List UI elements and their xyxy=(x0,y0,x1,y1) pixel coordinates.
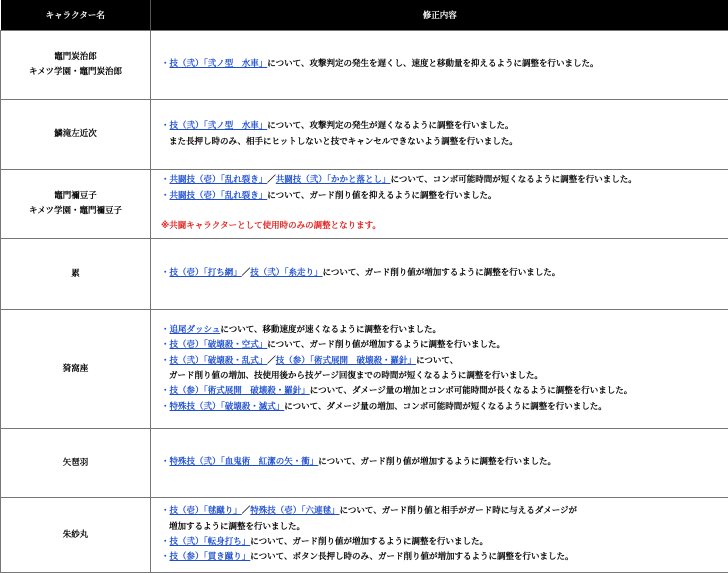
skill-link[interactable]: 技（弐）「弐ノ型 水車」 xyxy=(170,59,268,69)
change-line xyxy=(161,173,728,188)
bullet: ・ xyxy=(161,386,170,396)
bullet: ・ xyxy=(161,191,170,201)
character-name: 矢琶羽 xyxy=(1,456,150,471)
change-text: について、攻撃判定の発生を遅くし、速度と移動量を抑えるように調整を行いました。 xyxy=(267,59,598,69)
table-row xyxy=(1,239,728,310)
character-name-cell xyxy=(1,429,151,498)
character-name-cell xyxy=(1,498,151,573)
change-line xyxy=(161,266,728,281)
skill-link[interactable]: 技（参）「貫き蹴り」 xyxy=(170,552,251,562)
character-name-cell xyxy=(1,31,151,100)
bullet: ・ xyxy=(161,340,170,350)
change-text: ／ xyxy=(242,268,251,278)
bullet: ・ xyxy=(161,325,170,335)
change-line xyxy=(161,535,728,550)
bullet: ・ xyxy=(161,506,170,516)
table-row xyxy=(1,170,728,239)
change-text: また長押し時のみ、相手にヒットしないと技でキャンセルできないよう調整を行いました。 xyxy=(169,137,518,147)
change-line xyxy=(161,504,728,519)
change-text: について、ガード削り値が増加するように調整を行いました。 xyxy=(267,340,505,350)
skill-link[interactable]: 共闘技（壱）「乱れ裂き」 xyxy=(170,175,268,185)
changes-header: 修正内容 xyxy=(151,0,728,31)
change-details-cell xyxy=(151,239,728,310)
change-line xyxy=(161,354,728,369)
bullet: ・ xyxy=(161,356,170,366)
skill-link[interactable]: 共闘技（弐）「かかと落とし」 xyxy=(276,175,391,185)
skill-link[interactable]: 特殊技（壱）「六連毬」 xyxy=(250,506,339,516)
change-text: について、ダメージ量の増加とコンボ可能時間が長くなるように調整を行いました。 xyxy=(310,386,633,396)
change-text: について、ガード削り値を抑えるように調整を行いました。 xyxy=(267,191,496,201)
change-line xyxy=(161,323,728,338)
skill-link[interactable]: 技（壱）「毬蹴り」 xyxy=(170,506,242,516)
bullet: ・ xyxy=(161,175,170,185)
character-name: 竈門禰豆子 xyxy=(1,189,150,204)
change-line xyxy=(161,520,728,535)
skill-link[interactable]: 技（壱）「打ち網」 xyxy=(170,268,242,278)
skill-link[interactable]: 技（参）「術式展開 破壊殺・羅針」 xyxy=(276,356,416,366)
change-text: ／ xyxy=(267,356,276,366)
character-name: 累 xyxy=(1,267,150,282)
change-details-cell xyxy=(151,170,728,239)
table-header-row xyxy=(1,0,728,31)
change-text: について、攻撃判定の発生が遅くなるように調整を行いました。 xyxy=(267,121,513,131)
change-line xyxy=(161,219,728,234)
bullet: ・ xyxy=(161,457,170,467)
change-text: について、ガード削り値と相手がガード時に与えるダメージが xyxy=(340,506,578,516)
character-name: 鱗滝左近次 xyxy=(1,127,150,142)
change-text: について、 xyxy=(416,356,458,366)
bullet: ・ xyxy=(161,121,170,131)
bullet: ・ xyxy=(161,537,170,547)
character-name: 朱紗丸 xyxy=(1,528,150,543)
change-text: について、ガード削り値が増加するように調整を行いました。 xyxy=(323,268,561,278)
table-row xyxy=(1,310,728,429)
change-line xyxy=(161,189,728,204)
change-text: ガード削り値の増加、技使用後から技ゲージ回復までの時間が短くなるように調整を行いました。 xyxy=(169,371,543,381)
change-line xyxy=(161,338,728,353)
character-name-header: キャラクター名 xyxy=(1,0,151,31)
change-line xyxy=(161,57,728,72)
change-line xyxy=(161,550,728,565)
skill-link[interactable]: 技（弐）「転身打ち」 xyxy=(170,537,251,547)
change-line xyxy=(161,119,728,134)
change-details-cell xyxy=(151,31,728,100)
table-row xyxy=(1,31,728,100)
skill-link[interactable]: 共闘技（壱）「乱れ裂き」 xyxy=(170,191,268,201)
skill-link[interactable]: 技（弐）「弐ノ型 水車」 xyxy=(170,121,268,131)
change-text: ／ xyxy=(242,506,251,516)
character-name-cell xyxy=(1,170,151,239)
character-name: キメツ学園・竈門禰豆子 xyxy=(1,204,150,219)
character-name: キメツ学園・竈門炭治郎 xyxy=(1,65,150,80)
bullet: ・ xyxy=(161,268,170,278)
skill-link[interactable]: 特殊技（弐）「血鬼術 紅潔の矢・衝」 xyxy=(170,457,319,467)
change-text: ／ xyxy=(267,175,276,185)
change-text: について、ガード削り値が増加するように調整を行いました。 xyxy=(318,457,556,467)
bullet: ・ xyxy=(161,59,170,69)
skill-link[interactable]: 技（弐）「破壊殺・乱式」 xyxy=(170,356,268,366)
change-text: について、ボタン長押し時のみ、ガード削り値が増加するように調整を行いました。 xyxy=(250,552,573,562)
note-text: ※共闘キャラクターとして使用時のみの調整となります。 xyxy=(161,221,381,231)
skill-link[interactable]: 特殊技（弐）「破壊殺・滅式」 xyxy=(170,402,285,412)
table-row xyxy=(1,498,728,573)
change-text: 増加するように調整を行いました。 xyxy=(169,522,305,532)
character-name: 竈門炭治郎 xyxy=(1,50,150,65)
change-line xyxy=(161,384,728,399)
change-text: について、移動速度が速くなるように調整を行いました。 xyxy=(220,325,441,335)
character-name-cell xyxy=(1,239,151,310)
change-details-cell xyxy=(151,100,728,170)
table-row xyxy=(1,429,728,498)
character-name-cell xyxy=(1,100,151,170)
change-text: について、ダメージ量の増加、コンボ可能時間が短くなるように調整を行いました。 xyxy=(284,402,607,412)
table-row xyxy=(1,100,728,170)
bullet: ・ xyxy=(161,552,170,562)
change-line xyxy=(161,400,728,415)
character-name: 猗窩座 xyxy=(1,362,150,377)
skill-link[interactable]: 追尾ダッシュ xyxy=(170,325,221,335)
skill-link[interactable]: 技（弐）「糸走り」 xyxy=(250,268,322,278)
bullet: ・ xyxy=(161,402,170,412)
character-name-cell xyxy=(1,310,151,429)
change-line xyxy=(161,135,728,150)
skill-link[interactable]: 技（参）「術式展開 破壊殺・羅針」 xyxy=(170,386,310,396)
change-details-cell xyxy=(151,429,728,498)
change-text: について、ガード削り値が増加するように調整を行いました。 xyxy=(250,537,488,547)
skill-link[interactable]: 技（壱）「破壊殺・空式」 xyxy=(170,340,268,350)
change-details-cell xyxy=(151,498,728,573)
change-line xyxy=(161,369,728,384)
change-text: について、コンボ可能時間が短くなるように調整を行いました。 xyxy=(391,175,637,185)
change-line xyxy=(161,455,728,470)
change-details-cell xyxy=(151,310,728,429)
